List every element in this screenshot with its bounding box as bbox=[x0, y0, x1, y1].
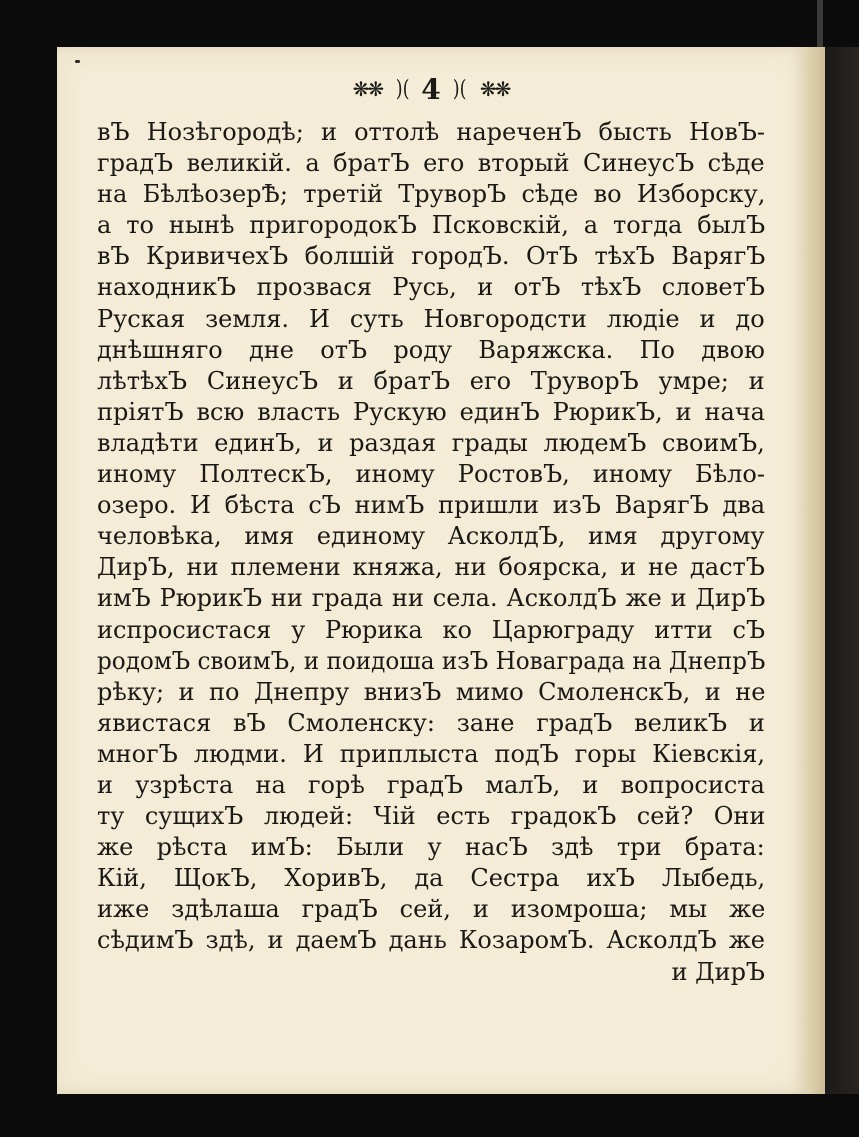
bracket-right: )( bbox=[452, 76, 467, 102]
text-line: Руская земля. И суть Новгородсти людiе и до bbox=[97, 304, 765, 333]
ornament-right-icon: ❋❋ bbox=[479, 77, 510, 101]
book-edge-strip bbox=[817, 0, 823, 47]
text-line: Кiй, ЩокЪ, ХоривЪ, да Сестра ихЪ Лыбедь, bbox=[97, 864, 766, 893]
page-number: 4 bbox=[421, 72, 441, 106]
ornament-left-icon: ❋❋ bbox=[352, 77, 383, 101]
text-line: ту сущихЪ людей: Чiй есть градокЪ сей? Они bbox=[97, 802, 766, 831]
page-gutter bbox=[805, 47, 825, 1094]
text-line: многЪ людми. И приплыста подЪ горы Кiевскiя, bbox=[97, 739, 766, 768]
text-line: родомЪ своимЪ, и поидоша изЪ Новаграда на ДнепрЪ bbox=[97, 646, 766, 675]
text-line: находникЪ прозвася Русь, и отЪ тѣхЪ словетЪ bbox=[97, 273, 765, 302]
text-line: прiятЪ всю власть Рускую единЪ РюрикЪ, и нача bbox=[97, 397, 765, 426]
text-line: человѣка, имя единому АсколдЪ, имя другому bbox=[97, 522, 765, 551]
text-line: вЪ Нозѣгородѣ; и оттолѣ нареченЪ бысть НовЪ- bbox=[97, 118, 766, 146]
page-header bbox=[57, 69, 805, 109]
text-line: иному ПолтескЪ, иному РостовЪ, иному Бѣло- bbox=[97, 460, 765, 489]
book-page bbox=[57, 47, 805, 1094]
text-line: владѣти единЪ, и раздая грады людемЪ своимЪ, bbox=[97, 428, 765, 457]
text-line: вЪ КривичехЪ болшiй городЪ. ОтЪ тѣхЪ ВарягЪ bbox=[97, 242, 766, 271]
text-line: озеро. И бѣста сЪ нимЪ пришли изЪ ВарягЪ два bbox=[97, 491, 766, 520]
text-line: днѣшняго дне отЪ роду Варяжска. По двою bbox=[97, 335, 765, 364]
text-line: сѣдимЪ здѣ, и даемЪ дань КозаромЪ. АсколдЪ же bbox=[97, 926, 766, 955]
text-line: испросистася у Рюрика ко Царюграду итти сЪ bbox=[97, 615, 766, 644]
text-line: имЪ РюрикЪ ни града ни села. АсколдЪ же и ДирЪ bbox=[97, 584, 766, 613]
text-line: ДирЪ, ни племени княжа, ни боярска, и не дастЪ bbox=[97, 553, 765, 582]
facing-page-edge bbox=[825, 47, 859, 1094]
text-line: лѣтѣхЪ СинеусЪ и братЪ его ТруворЪ умре; и bbox=[97, 366, 765, 395]
text-line-last: и ДирЪ bbox=[671, 957, 765, 986]
text-line: градЪ великiй. а братЪ его вторый СинеусЪ сѣде bbox=[97, 149, 765, 178]
ink-speck bbox=[75, 60, 80, 63]
text-line: на БѣлѣозерѢ; третiй ТруворЪ сѣде во Изборску, bbox=[97, 180, 766, 209]
text-line: явистася вЪ Смоленску: зане градЪ великЪ и bbox=[97, 708, 765, 737]
text-line: а то нынѣ пригородокЪ Псковскiй, а тогда былЪ bbox=[97, 211, 766, 240]
text-line: и узрѣста на горѣ градЪ малЪ, и вопросиста bbox=[97, 770, 765, 799]
text-line: рѣку; и по Днепру внизЪ мимо СмоленскЪ, и не bbox=[97, 677, 766, 706]
text-line: же рѣста имЪ: Были у насЪ здѣ три брата: bbox=[97, 833, 765, 862]
text-line: иже здѣлаша градЪ сей, и изомроша; мы же bbox=[97, 895, 766, 924]
bracket-left: )( bbox=[395, 76, 410, 102]
chronicle-text bbox=[97, 117, 765, 988]
